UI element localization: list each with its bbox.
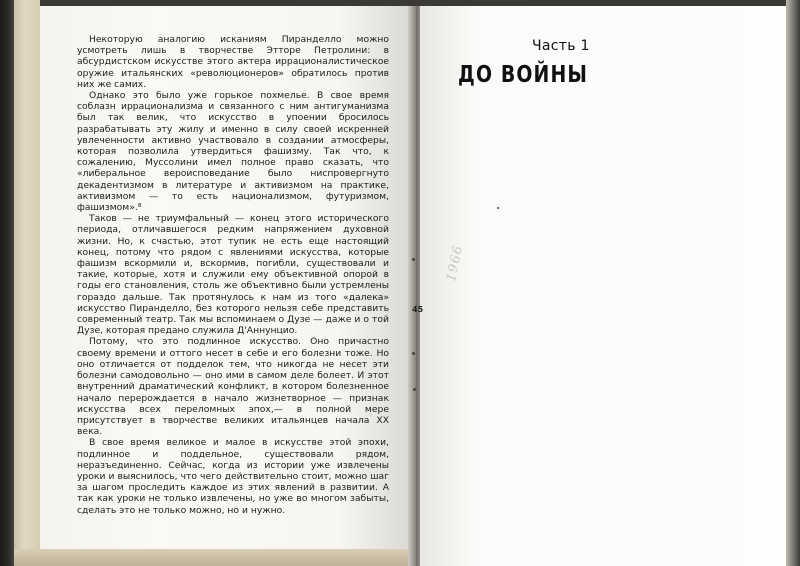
part-label: Часть 1 (532, 38, 590, 54)
paper-speck (412, 258, 415, 261)
book-cover-board (14, 0, 40, 566)
paragraph-4: Потому, что это подлинное искусство. Оно причастно своему времени и оттого несет в себе и его болезни тоже. Но оно отличается от подделок тем, что никогда не несет эти болезни самодовольно — оно ими в самом деле болеет. И этот внутренний драматический конфликт, в котором болезненное начало перерождается в начало жизнетворное — признак искусства всех переломных эпох,— в полной мере присутствует в творчестве великих итальянцев начала XX века. (77, 336, 389, 438)
paragraph-5: В свое время великое и малое в искусстве этой эпохи, подлинное и поддельное, существовали рядом, неразъединенно. Сейчас, когда из истории уже извлечены уроки и выяснилось, что чего действительно стоит, можно шаг за шагом проследить каждое из этих явлений в развитии. А так как уроки не только извлечены, но уже во многом забыты, сделать это не только можно, но и нужно. (77, 437, 389, 516)
library-stamp-number: 45 (412, 305, 424, 314)
paper-speck (413, 388, 416, 391)
paragraph-1: Некоторую аналогию исканиям Пиранделло можно усмотреть лишь в творчестве Этторе Петролини: в абсурдистском искусстве этого актера иррационалистическое оружие итальянских «революционеров» обратилось против них же самих. (77, 34, 389, 90)
book-cover-edge (0, 0, 14, 566)
right-page-edge (786, 0, 800, 566)
left-page-text (77, 34, 389, 516)
paper-speck (497, 207, 499, 209)
paper-speck (412, 352, 415, 355)
right-page (420, 6, 786, 566)
book-cover-bottom (14, 549, 418, 566)
pencil-annotation: 1966 (444, 243, 467, 284)
paragraph-2: Однако это было уже горькое похмелье. В свое время соблазн иррационализма и связанного с ним антигуманизма был так велик, что искусство в упоении бросилось разрабатывать эту жилу и именно в силу своей искренней увлеченности активно участвовало в создании атмосферы, которая позволила утвердиться фашизму. Так что, к сожалению, Муссолини имел полное право сказать, что «либеральное вероисповедание было ниспровергнуто декадентизмом в литературе и активизмом на практике, активизмом — то есть национализмом, футуризмом, фашизмом».⁸ (77, 90, 389, 214)
paragraph-3: Таков — не триумфальный — конец этого исторического периода, отличавшегося редким напряжением духовной жизни. Но, к счастью, этот тупик не есть еще настоящий конец, потому что рядом с явлениями искусства, которые фашизм вскормили и, вскормив, погибли, существовали и такие, которые, хотя и служили ему объективной опорой в годы его становления, столь же объективно были устремлены гораздо дальше. Так протянулось к нам из того «далека» искусство Пиранделло, без которого нельзя себе представить современный театр. Так мы вспоминаем о Дузе — даже и о той Дузе, которая предано служила Д'Аннунцио. (77, 213, 389, 337)
part-title: ДО ВОЙНЫ (458, 62, 589, 88)
